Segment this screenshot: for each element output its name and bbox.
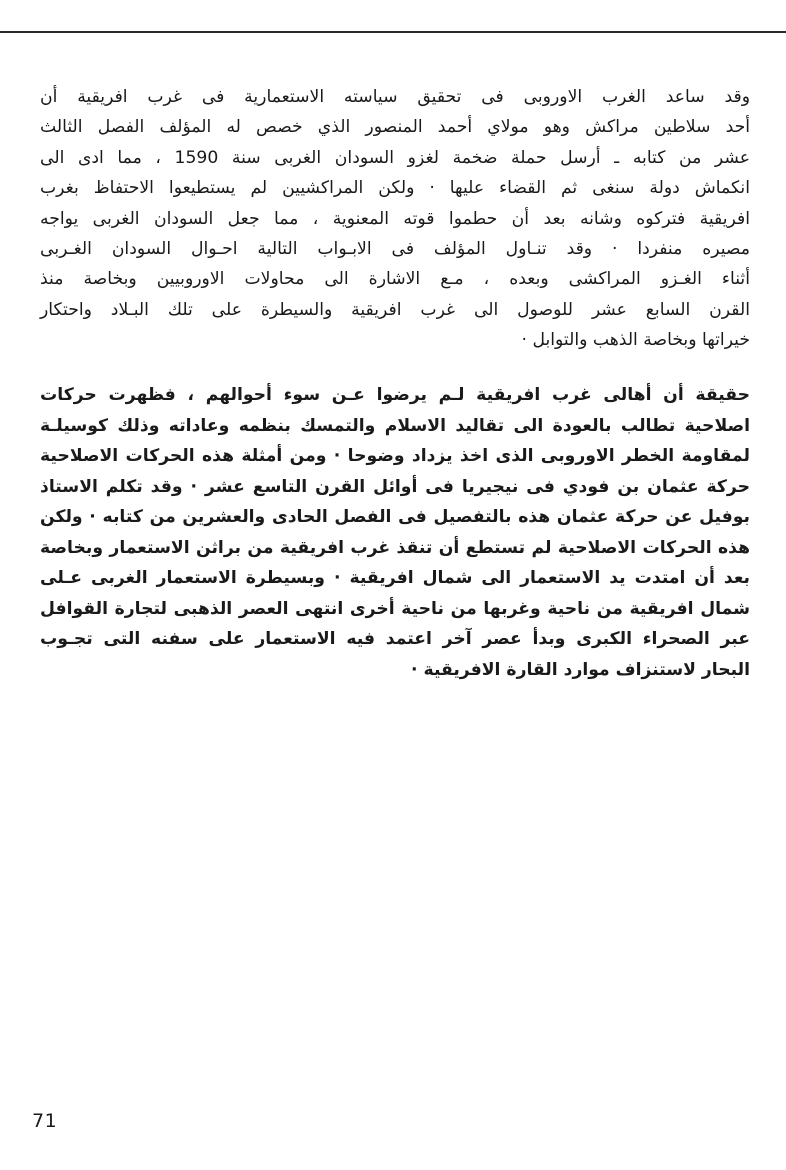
text-line: البحار لاستنزاف موارد القارة الافريقية · xyxy=(411,659,750,680)
text-line: مصيره منفردا · وقد تنـاول المؤلف فى الابـواب التالية احـوال السودان الغـربى xyxy=(40,239,750,260)
text-line: انكماش دولة سنغى ثم القضاء عليها · ولكن المراكشيين لم يستطيعوا الاحتفاظ بغرب xyxy=(40,178,750,199)
text-line: هذه الحركات الاصلاحية لم تستطع أن تنقذ غرب افريقية من براثن الاستعمار وبخاصة xyxy=(40,537,750,558)
text-line: وقد ساعد الغرب الاوروبى فى تحقيق سياسته الاستعمارية فى غرب افريقية أن xyxy=(40,87,750,107)
text-line: عشر من كتابه ـ أرسل حملة ضخمة لغزو السودان الغربى سنة 1590 ، مما ادى الى xyxy=(40,147,750,168)
text-line: لمقاومة الخطر الاوروبى الذى اخذ يزداد وضوحا · ومن أمثلة هذه الحركات الاصلاحية xyxy=(40,446,750,466)
text-line: أثناء الغـزو المراكشى وبعده ، مـع الاشارة الى محاولات الاوروبيين وبخاصة منذ xyxy=(40,269,750,290)
paragraph-2 xyxy=(40,380,750,685)
text-line: القرن السابع عشر للوصول الى غرب افريقية والسيطرة على تلك البـلاد واحتكار xyxy=(40,299,750,320)
text-line: خيراتها وبخاصة الذهب والتوابل · xyxy=(521,330,750,351)
text-line: افريقية فتركوه وشانه بعد أن حطموا قوته المعنوية ، مما جعل السودان الغربى يواجه xyxy=(40,208,750,229)
text-line: بوفيل عن حركة عثمان هذه بالتفصيل فى الفصل الحادى والعشرين من كتابه · ولكن xyxy=(40,507,750,527)
page-number: 71 xyxy=(32,1110,58,1132)
text-line: حركة عثمان بن فودي فى نيجيريا فى أوائل القرن التاسع عشر · وقد تكلم الاستاذ xyxy=(40,476,750,497)
paragraph-1 xyxy=(40,82,750,356)
text-line: بعد أن امتدت يد الاستعمار الى شمال افريقية · وبسيطرة الاستعمار الغربى عـلى xyxy=(40,568,750,588)
top-rule xyxy=(0,31,786,33)
text-line: عبر الصحراء الكبرى وبدأ عصر آخر اعتمد فيه الاستعمار على سفنه التى تجـوب xyxy=(40,629,750,649)
text-line: اصلاحية تطالب بالعودة الى تقاليد الاسلام والتمسك بنظمه وعاداته وذلك كوسيلـة xyxy=(40,415,750,436)
text-line: أحد سلاطين مراكش وهو مولاي أحمد المنصور الذي خصص له المؤلف الفصل الثالث xyxy=(40,117,750,138)
text-line: شمال افريقية من ناحية وغربها من ناحية أخرى انتهى العصر الذهبى لتجارة القوافل xyxy=(40,598,750,619)
text-line: حقيقة أن أهالى غرب افريقية لـم يرضوا عـن سوء أحوالهم ، فظهرت حركات xyxy=(40,385,750,405)
